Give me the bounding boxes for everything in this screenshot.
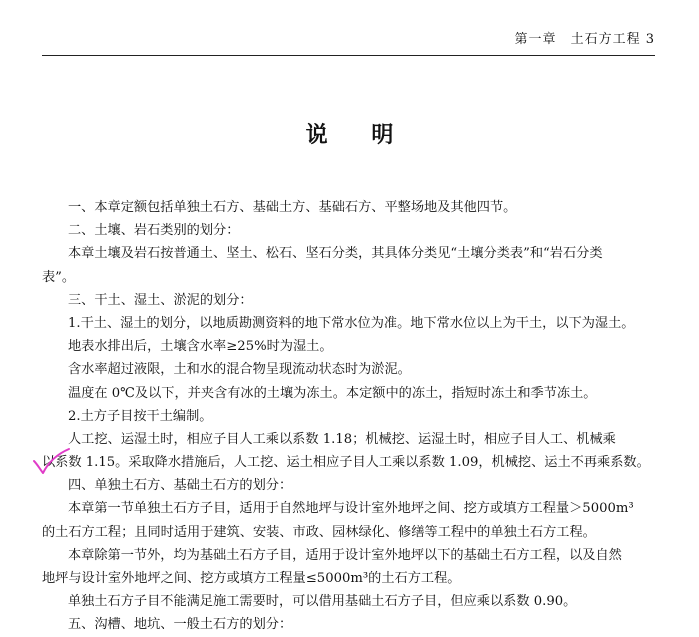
text-line: 一、本章定额包括单独土石方、基础土方、基础石方、平整场地及其他四节。: [68, 200, 517, 215]
page-number: 3: [645, 32, 655, 47]
header-rule: [42, 55, 655, 56]
text-line: 地表水排出后，土壤含水率≥25%时为湿土。: [68, 339, 333, 355]
text-line: 单独土石方子目不能满足施工需要时，可以借用基础土石方子目，但应乘以系数 0.90。: [68, 594, 577, 610]
text-line: 人工挖、运湿土时，相应子目人工乘以系数 1.18；机械挖、运湿土时，相应子目人工、机械乘: [68, 431, 616, 447]
text-line: 本章除第一节外，均为基础土石方子目，适用于设计室外地坪以下的基础土石方工程，以及自然: [68, 547, 622, 563]
text-line: 含水率超过液限，土和水的混合物呈现流动状态时为淤泥。: [68, 362, 411, 378]
text-line: 1.干土、湿土的划分，以地质勘测资料的地下常水位为准。地下常水位以上为干土，以下为湿土。: [68, 315, 635, 331]
text-line: 二、土壤、岩石类别的划分：: [68, 223, 240, 239]
text-line: 地坪与设计室外地坪之间、挖方或填方工程量≤5000m³的土石方工程。: [42, 571, 461, 586]
handwritten-checkmark-icon: [31, 447, 71, 477]
text-line: 温度在 0℃及以下，并夹含有冰的土壤为冻土。本定额中的冻土，指短时冻土和季节冻土。: [68, 385, 597, 401]
text-line: 四、单独土石方、基础土石方的划分：: [68, 478, 293, 494]
chapter-title: 土石方工程: [570, 32, 641, 47]
chapter-number: 第一章: [514, 32, 557, 47]
text-line: 2.土方子目按干土编制。: [68, 408, 213, 424]
text-line: 三、干土、湿土、淤泥的划分：: [68, 292, 253, 308]
text-line: 五、沟槽、地坑、一般土石方的划分：: [68, 617, 293, 633]
section-title: 说 明: [305, 123, 412, 148]
text-line: 的土石方工程；且同时适用于建筑、安装、市政、园林绿化、修缮等工程中的单独土石方工程。: [42, 524, 596, 540]
text-line: 本章第一节单独土石方子目，适用于自然地坪与设计室外地坪之间、挖方或填方工程量＞5000m³: [68, 501, 634, 517]
text-line: 表”。: [42, 269, 76, 285]
text-line: 本章土壤及岩石按普通土、坚土、松石、坚石分类，其具体分类见“土壤分类表”和“岩石分类: [68, 246, 603, 262]
body-text: [42, 196, 654, 637]
running-header: [515, 28, 655, 47]
text-line: 以系数 1.15。采取降水措施后，人工挖、运土相应子目人工乘以系数 1.09，机械挖、运土不再乘系数。: [42, 455, 650, 471]
